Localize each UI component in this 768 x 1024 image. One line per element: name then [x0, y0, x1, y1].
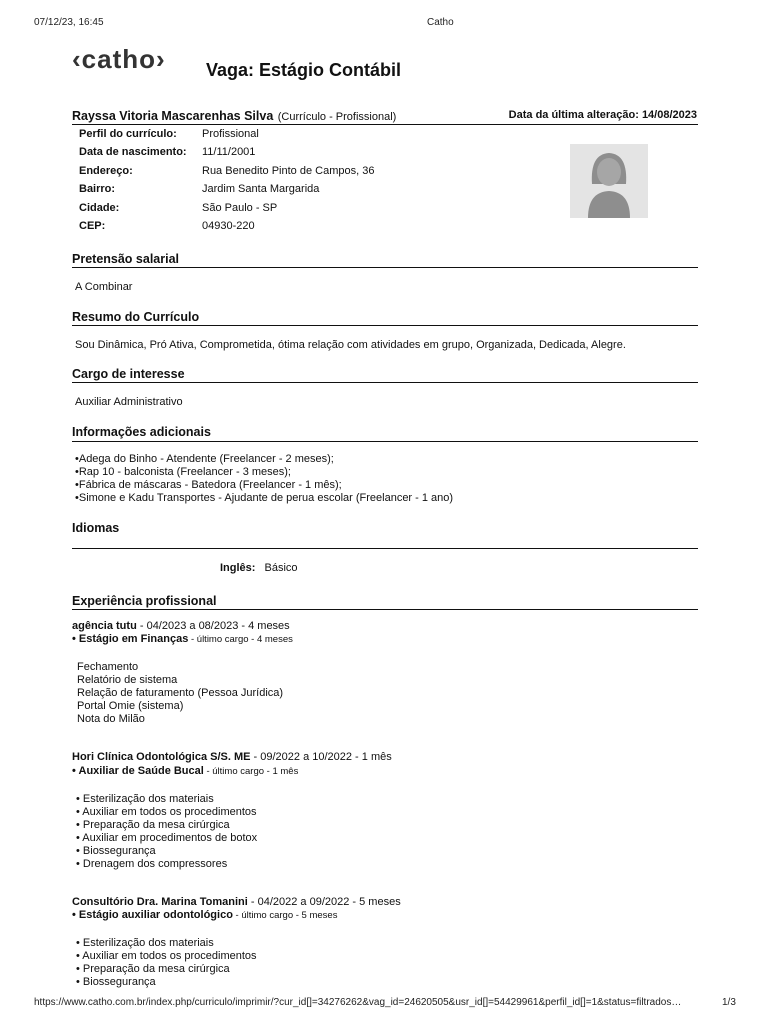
- info-value: São Paulo - SP: [202, 202, 278, 214]
- divider: [72, 548, 698, 549]
- salary-section-title: Pretensão salarial: [72, 252, 180, 266]
- list-item: • Biossegurança: [76, 975, 156, 988]
- list-item: • Auxiliar em procedimentos de botox: [76, 831, 258, 844]
- job-role-note: - último cargo - 4 meses: [188, 634, 293, 645]
- job-header: [72, 751, 392, 763]
- language-name: Inglês:: [220, 562, 256, 574]
- summary-section-title: Resumo do Currículo: [72, 310, 200, 324]
- list-item: Relação de faturamento (Pessoa Jurídica): [77, 686, 284, 699]
- info-label: Cidade:: [79, 202, 120, 214]
- list-item: •Fábrica de máscaras - Batedora (Freelancer - 1 mês);: [75, 478, 342, 491]
- job-role-note: - último cargo - 1 mês: [203, 766, 299, 777]
- job-tasks: [76, 793, 257, 870]
- job-company: Hori Clínica Odontológica S/S. ME: [72, 751, 251, 763]
- summary-text: Sou Dinâmica, Pró Ativa, Comprometida, ótima relação com atividades em grupo, Organizada, Dedicada, Alegre.: [75, 339, 626, 351]
- info-value: 04930-220: [202, 220, 255, 232]
- job-role-title: • Estágio em Finanças: [72, 633, 189, 645]
- list-item: Nota do Milão: [77, 712, 145, 725]
- info-value: Jardim Santa Margarida: [202, 183, 320, 195]
- resume-type: (Currículo - Profissional): [277, 111, 397, 123]
- divider: [72, 609, 698, 610]
- divider: [72, 124, 698, 125]
- list-item: • Preparação da mesa cirúrgica: [76, 818, 230, 831]
- divider: [72, 382, 698, 383]
- info-value: 11/11/2001: [202, 146, 256, 158]
- list-item: Relatório de sistema: [77, 673, 178, 686]
- job-role: [72, 633, 293, 645]
- experience-section-title: Experiência profissional: [72, 594, 217, 608]
- job-company: agência tutu: [72, 620, 137, 632]
- list-item: • Preparação da mesa cirúrgica: [76, 962, 230, 975]
- job-role-note: - último cargo - 5 meses: [232, 910, 338, 921]
- print-datetime: 07/12/23, 16:45: [34, 17, 104, 28]
- job-period: - 04/2023 a 08/2023 - 4 meses: [136, 620, 290, 632]
- job-role: [72, 765, 298, 777]
- job-period: - 04/2022 a 09/2022 - 5 meses: [247, 896, 401, 908]
- job-company: Consultório Dra. Marina Tomanini: [72, 896, 248, 908]
- print-footer-url: https://www.catho.com.br/index.php/curriculo/imprimir/?cur_id[]=34276262&vag_id=24620505&usr_id[]=54429961&perfil_id[]=1&status=filtrados…: [34, 997, 682, 1008]
- language-row: [220, 562, 298, 575]
- list-item: • Esterilização dos materiais: [76, 793, 214, 805]
- candidate-header: [72, 107, 396, 125]
- list-item: • Drenagem dos compressores: [76, 857, 228, 870]
- last-update: Data da última alteração: 14/08/2023: [508, 109, 697, 121]
- list-item: • Auxiliar em todos os procedimentos: [76, 949, 257, 962]
- job-tasks: [77, 661, 283, 726]
- job-header: [72, 620, 290, 632]
- divider: [72, 441, 698, 442]
- avatar: [570, 144, 648, 218]
- list-item: Fechamento: [77, 661, 139, 673]
- divider: [72, 325, 698, 326]
- info-label: Data de nascimento:: [79, 146, 187, 158]
- position-section-title: Cargo de interesse: [72, 367, 185, 381]
- job-header: [72, 896, 401, 908]
- job-tasks: [76, 937, 257, 989]
- job-role: [72, 909, 337, 921]
- info-label: Endereço:: [79, 165, 133, 177]
- list-item: •Rap 10 - balconista (Freelancer - 3 meses);: [75, 465, 291, 478]
- info-label: CEP:: [79, 220, 106, 232]
- catho-logo: ‹catho›: [72, 44, 166, 74]
- list-item: • Auxiliar em todos os procedimentos: [76, 805, 257, 818]
- page-title: Vaga: Estágio Contábil: [206, 60, 402, 80]
- info-label: Perfil do currículo:: [79, 128, 177, 140]
- list-item: Portal Omie (sistema): [77, 699, 184, 712]
- salary-value: A Combinar: [75, 281, 133, 293]
- list-item: •Simone e Kadu Transportes - Ajudante de perua escolar (Freelancer - 1 ano): [75, 491, 454, 504]
- list-item: •Adega do Binho - Atendente (Freelancer - 2 meses);: [75, 453, 334, 465]
- job-period: - 09/2022 a 10/2022 - 1 mês: [250, 751, 392, 763]
- print-page-title: Catho: [427, 17, 454, 28]
- list-item: • Esterilização dos materiais: [76, 937, 214, 949]
- print-page-number: 1/3: [722, 997, 736, 1008]
- candidate-name: Rayssa Vitoria Mascarenhas Silva: [72, 109, 274, 123]
- avatar-female-icon: [570, 144, 648, 218]
- list-item: • Biossegurança: [76, 844, 156, 857]
- info-value: Rua Benedito Pinto de Campos, 36: [202, 165, 375, 177]
- info-value: Profissional: [202, 128, 259, 140]
- job-role-title: • Estágio auxiliar odontológico: [72, 909, 233, 921]
- additional-section-title: Informações adicionais: [72, 425, 211, 439]
- language-level: Básico: [264, 562, 298, 574]
- position-value: Auxiliar Administrativo: [75, 396, 183, 408]
- divider: [72, 267, 698, 268]
- job-role-title: • Auxiliar de Saúde Bucal: [72, 765, 204, 777]
- additional-info-list: [75, 453, 453, 505]
- info-label: Bairro:: [79, 183, 116, 195]
- languages-section-title: Idiomas: [72, 521, 120, 535]
